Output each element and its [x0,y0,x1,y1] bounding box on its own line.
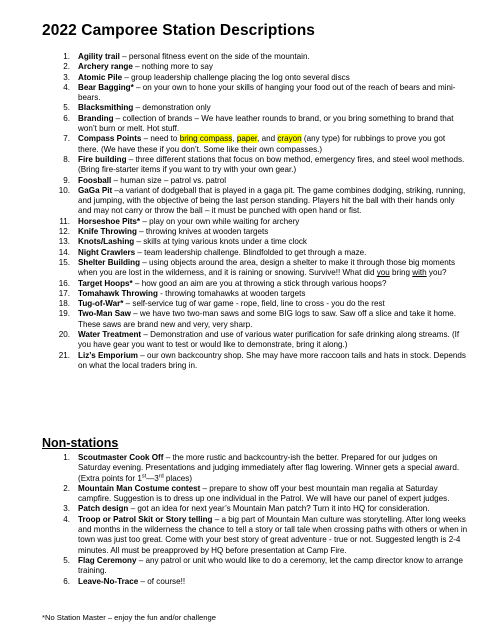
underlined-text: you [376,268,390,278]
superscript-text: st [141,472,147,479]
item-name: Archery range [78,62,133,72]
item-description: – a big part of Mountain Man culture was storytelling. After long weeks and months in the wilderness the chance to tell a story or tall tale when crossing paths with others or when in town was just too great. Come with your best story of great adventure - true or not. Suggested length is 2-4 minutes. All must be preapproved by HQ before presentation at Camp Fire. [78,514,468,555]
item-name: GaGa Pit [78,185,113,195]
item-name: Scoutmaster Cook Off [78,453,164,462]
item-description: – throwing knives at wooden targets [136,227,269,237]
item-name: Liz’s Emporium [78,350,138,360]
item-name: Tomahawk Throwing [78,288,158,298]
item-number: 6. [63,576,70,586]
item-description: – on your own to hone your skills of hanging your food out of the reach of bears and mini-bears. [78,82,456,103]
item-description: – prepare to show off your best mountain man regalia at Saturday campfire. Suggestion is to dress up one individual in the Patrol. We will have our panel of expert judges. [78,483,450,504]
item-number: 5. [63,555,70,565]
item-name: Water Treatment [78,330,142,340]
item-number: 4. [63,514,70,524]
highlighted-text: paper [236,134,258,144]
item-name: Patch design [78,504,129,514]
list-item [58,351,468,372]
item-number: 21. [58,350,70,360]
item-description: – self-service tug of war game - rope, field, line to cross - you do the rest [123,299,385,309]
list-item [58,52,468,62]
list-item [58,279,468,289]
item-description: – team leadership challenge. Blindfolded to get through a maze. [135,247,367,257]
item-description: – skills at tying various knots under a time clock [134,237,307,247]
item-number: 16. [58,278,70,288]
item-description: – we have two two-man saws and some BIG logs to saw. Saw off a slice and take it home. These saws are brand new and very, very sharp. [78,309,457,329]
item-name: Blacksmithing [78,103,134,113]
nonstations-list [58,453,468,587]
page-title: 2022 Camporee Station Descriptions [42,22,316,39]
list-item [58,556,468,577]
list-item [58,62,468,72]
item-description: – human size – patrol vs. patrol [111,175,227,185]
highlighted-text: bring compass [179,134,233,144]
item-name: Leave-No-Trace [78,576,139,586]
list-item [58,515,468,556]
item-name: Night Crawlers [78,247,136,257]
item-description: – play on your own while waiting for archery [140,216,300,226]
item-description: – need to [141,134,180,144]
item-description: – using objects around the area, design a shelter to make it through those big moments when you are lost in the wilderness, and it is raining or snowing. Survive!! What did [78,257,456,278]
item-name: Shelter Building [78,257,141,267]
section-heading-nonstations: Non-stations [42,436,119,450]
item-description: – the more rustic and backcountry-ish the better. Prepared for our judges on Saturday evening. Presentations and judging immediately after flag lowering. Winner gets a special award. (Extra points for 1 [78,453,460,483]
item-number: 6. [63,113,70,123]
item-number: 17. [58,288,70,298]
item-number: 12. [58,227,70,237]
item-name: Atomic Pile [78,72,123,82]
list-item [58,299,468,309]
item-name: Target Hoops* [78,278,133,288]
item-number: 8. [63,154,70,164]
item-description: – collection of brands – We have leather rounds to brand, or you bring something to brand that won’t burn or melt. Hot stuff. [78,113,454,134]
item-description: you? [426,268,447,278]
list-item [58,217,468,227]
separator-text: , [232,134,237,144]
list-item [58,258,468,279]
item-description: – Demonstration and use of various water purification for safe drinking along streams. (If you have gear you want to test or would like to demonstrate, bring it along.) [78,330,460,350]
item-number: 3. [63,72,70,82]
item-description: (any type) for rubbings to prove you got there. (We have these if you don’t. Some like their own compasses.) [78,134,446,154]
list-item [58,83,468,104]
item-description: – personal fitness event on the side of the mountain. [119,52,310,61]
item-description: – group leadership challenge placing the log onto several discs [122,72,350,82]
item-number: 5. [63,103,70,113]
list-item [58,504,468,514]
list-item [58,176,468,186]
item-name: Mountain Man Costume contest [78,483,201,493]
list-item [58,453,468,484]
item-number: 20. [58,330,70,340]
item-description: – demonstration only [133,103,211,113]
item-name: Fire building [78,154,127,164]
item-name: Troop or Patrol Skit or Story telling [78,514,213,524]
item-description: – of course!! [138,576,186,586]
item-number: 13. [58,237,70,247]
item-number: 15. [58,257,70,267]
list-item [58,484,468,505]
list-item [58,248,468,258]
list-item [58,186,468,217]
item-number: 1. [63,453,70,462]
item-name: Flag Ceremony [78,555,137,565]
item-number: 9. [63,175,70,185]
item-description: —3 [146,473,159,483]
separator-text: , and [257,134,278,144]
item-number: 4. [63,82,70,92]
item-number: 2. [63,483,70,493]
list-item [58,103,468,113]
item-name: Knife Throwing [78,227,137,237]
item-name: Tug-of-War* [78,299,124,309]
footnote: *No Station Master – enjoy the fun and/or challenge [42,613,216,622]
highlighted-text: crayon [277,134,302,144]
item-name: Two-Man Saw [78,309,131,319]
superscript-text: rd [158,472,164,479]
item-description: – any patrol or unit who would like to do a ceremony, let the camp director know to arrange training. [78,555,463,576]
list-item [58,289,468,299]
item-number: 10. [58,185,70,195]
item-number: 19. [58,309,70,319]
item-number: 1. [63,52,70,61]
item-description: places) [163,473,193,483]
item-description: – our own backcountry shop. She may have more raccoon tails and hats in stock. Depends on what the local traders bring in. [78,350,466,370]
item-name: Horseshoe Pits* [78,216,141,226]
list-item [58,227,468,237]
item-name: Knots/Lashing [78,237,135,247]
list-item [58,577,468,587]
item-description: bring [389,268,413,278]
item-description: - throwing tomahawks at wooden targets [157,288,306,298]
item-description: – got an idea for next year’s Mountain Man patch? Turn it into HQ for consideration. [128,504,430,514]
item-number: 7. [63,134,70,144]
item-description: – how good an aim are you at throwing a stick through various hoops? [132,278,387,288]
stations-list [58,52,468,371]
item-name: Foosball [78,175,112,185]
item-number: 14. [58,247,70,257]
list-item [58,155,468,176]
item-description: – three different stations that focus on bow method, emergency fires, and steel wool methods. (Bring fire-starter items if you want to try with your own gear.) [78,154,465,175]
list-item [58,330,468,351]
item-description: – nothing more to say [132,62,213,72]
list-item [58,309,468,330]
item-number: 18. [58,299,70,309]
item-name: Compass Points [78,134,142,144]
item-number: 3. [63,504,70,514]
item-description: –a variant of dodgeball that is played in a gaga pit. The game combines dodging, striking, running, and jumping, with the objective of being the last person standing. Players hit the ball with their hands only and may not carry or throw the ball – it must be punched with open hand or fist. [78,185,466,216]
list-item [58,134,468,155]
item-name: Agility trail [78,52,120,61]
item-name: Bear Bagging* [78,82,134,92]
item-name: Branding [78,113,114,123]
underlined-text: with [412,268,427,278]
list-item [58,237,468,247]
item-number: 11. [59,216,70,226]
list-item [58,114,468,135]
list-item [58,73,468,83]
item-number: 2. [63,62,70,72]
